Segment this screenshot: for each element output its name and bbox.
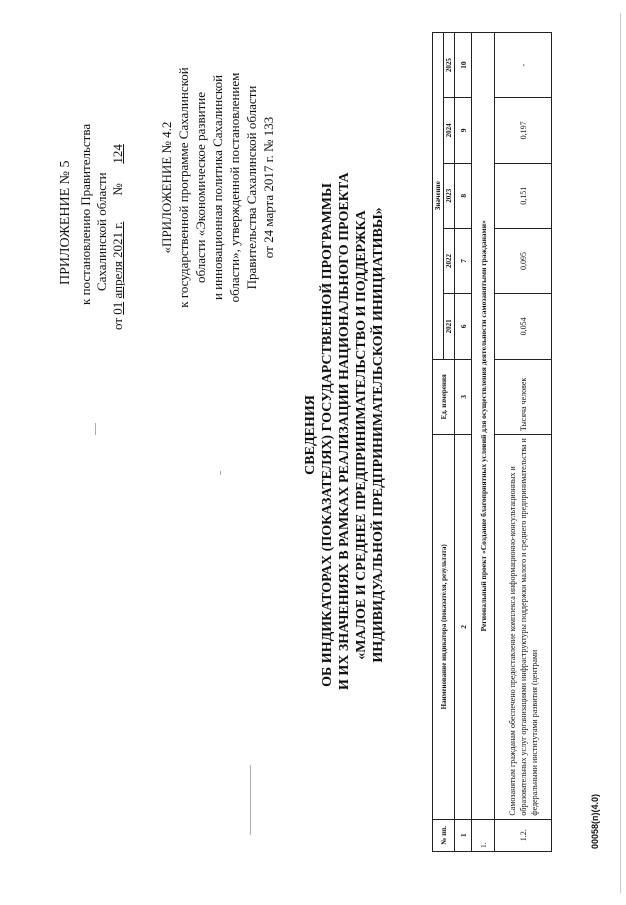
header-value: Значение: [433, 33, 444, 360]
sub-appendix-line-4: и инновационная политика Сахалинской: [210, 74, 225, 301]
appendix-line-1: к постановлению Правительства: [78, 123, 93, 305]
header-year: 2022: [444, 228, 455, 293]
column-index: 10: [455, 33, 472, 98]
project-num: 1.: [472, 819, 495, 851]
date-month-year: апреля 2021 г.: [110, 221, 125, 299]
heading-line-3: И ИХ ЗНАЧЕНИЯХ В РАМКАХ РЕАЛИЗАЦИИ НАЦИОНАЛЬНОГО ПРОЕКТА: [337, 172, 352, 690]
document-code: 00058(п)(4.0): [590, 794, 600, 849]
header-year: 2024: [444, 98, 455, 163]
date-day: 01: [110, 301, 125, 315]
sub-appendix-line-7: от 24 марта 2017 г. № 133: [261, 116, 276, 259]
row-unit: Тысяча человек: [495, 359, 552, 435]
column-index: 9: [455, 98, 472, 163]
date-prefix: от: [110, 317, 125, 330]
sub-appendix-line-6: Правительства Сахалинской области: [244, 85, 259, 290]
project-title: Региональный проект «Создание благоприятных условий для осуществления деятельности самозанятыми гражданами»: [472, 33, 495, 820]
column-index: 8: [455, 163, 472, 228]
scan-artifact: [250, 765, 251, 835]
column-index: 2: [455, 435, 472, 819]
header-year: 2025: [444, 33, 455, 98]
header-unit: Ед. измерения: [433, 359, 455, 435]
sub-appendix-line-3: области «Экономическое развитие: [193, 92, 208, 283]
header-year: 2021: [444, 294, 455, 359]
heading-line-2: ОБ ИНДИКАТОРАХ (ПОКАЗАТЕЛЯХ) ГОСУДАРСТВЕННОЙ ПРОГРАММЫ: [320, 183, 335, 687]
indicators-table: [432, 32, 552, 852]
sub-appendix-line-5: области», утвержденной постановлением: [227, 72, 242, 303]
table-header-row: [433, 33, 444, 852]
row-value-2025: -: [495, 33, 552, 98]
table-row: [495, 33, 552, 852]
heading-line-4: «МАЛОЕ И СРЕДНЕЕ ПРЕДПРИНИМАТЕЛЬСТВО И ПОДДЕРЖКА: [354, 210, 369, 660]
column-index-row: [455, 33, 472, 852]
appendix-date-line: [110, 144, 126, 330]
header-year: 2023: [444, 163, 455, 228]
number-label: №: [110, 183, 125, 196]
heading-line-1: СВЕДЕНИЯ: [303, 395, 318, 475]
appendix-line-2: Сахалинской области: [94, 172, 109, 291]
column-index: 7: [455, 228, 472, 293]
row-indicator-name: Самозанятым гражданам обеспечено предоставление комплекса информационно-консультационных и образовательных услуг организациями инфраструктуры поддержки малого и среднего предпринимательства и федеральными институтами развития (центрами: [495, 435, 552, 819]
sub-appendix-block: [158, 15, 277, 360]
document-heading: [302, 172, 387, 690]
header-name: Наименование индикатора (показателя, результата): [433, 435, 455, 819]
scan-edge-line: [620, 13, 621, 893]
column-index: 6: [455, 294, 472, 359]
sub-appendix-line-2: к государственной программе Сахалинской: [176, 67, 191, 308]
heading-line-5: ИНДИВИДУАЛЬНОЙ ПРЕДПРИНИМАТЕЛЬСКОЙ ИНИЦИАТИВЫ»: [371, 207, 386, 663]
row-num: 1.2.: [495, 819, 552, 851]
header-num: № пп.: [433, 819, 455, 851]
row-value-2024: 0,197: [495, 98, 552, 163]
column-index: 3: [455, 359, 472, 435]
scan-artifact: [220, 471, 221, 475]
sub-appendix-line-1: «ПРИЛОЖЕНИЕ № 4.2: [159, 121, 174, 254]
row-value-2022: 0,095: [495, 228, 552, 293]
row-value-2023: 0,151: [495, 163, 552, 228]
appendix-title: ПРИЛОЖЕНИЕ № 5: [58, 160, 73, 285]
column-index: 1: [455, 819, 472, 851]
number-value: 124: [110, 144, 125, 164]
scan-artifact: [95, 423, 96, 435]
row-value-2021: 0,054: [495, 294, 552, 359]
project-row: [472, 33, 495, 852]
